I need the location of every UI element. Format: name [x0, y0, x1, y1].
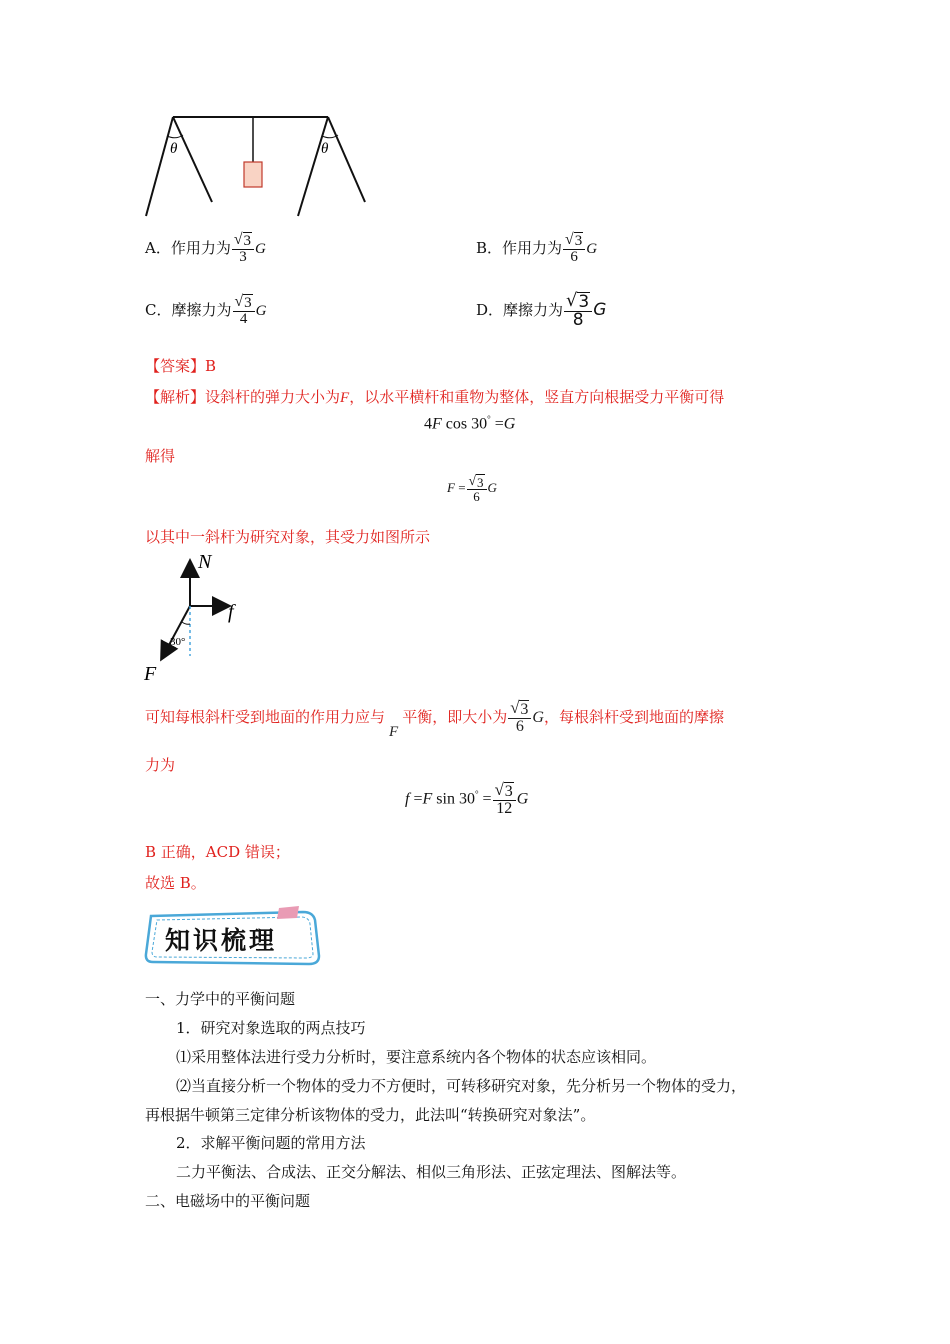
- knowledge-p4: 再根据牛顿第三定律分析该物体的受力，此法叫“转换研究对象法”。: [145, 1106, 596, 1124]
- analysis-line-3: 可知每根斜杆受到地面的作用力应与F平衡，即大小为 √ 3 6 G，每根斜杆受到地面的摩擦: [145, 698, 724, 740]
- section-heading-2: 二、电磁场中的平衡问题: [145, 1192, 311, 1210]
- force-diagram: [140, 548, 250, 688]
- answer-line: [145, 355, 216, 376]
- option-d: D．摩擦力为 √ 3 8 G: [476, 290, 607, 330]
- analysis-line-6: 故选 B。: [145, 874, 206, 892]
- theta-right-label: θ: [321, 141, 329, 157]
- knowledge-p3: ⑵当直接分析一个物体的受力不方便时，可转移研究对象，先分析另一个物体的受力，: [176, 1077, 747, 1095]
- solve-label: 解得: [145, 447, 176, 465]
- knowledge-p1: 1．研究对象选取的两点技巧: [176, 1019, 366, 1037]
- knowledge-banner: [143, 906, 323, 968]
- analysis-line-2: 以其中一斜杆为研究对象，其受力如图所示: [145, 528, 431, 546]
- equation-1: 4F cos 30° =G: [424, 414, 516, 433]
- support-frame-figure: [140, 110, 370, 222]
- option-a: A．作用力为 √ 3 3 G: [145, 231, 266, 265]
- theta-left-label: θ: [170, 141, 178, 157]
- angle-label: 30°: [170, 636, 186, 648]
- normal-force-label: N: [198, 551, 212, 573]
- hanging-block: [244, 162, 262, 187]
- equation-3: f =F sin 30° = √ 3 12 G: [405, 780, 529, 817]
- answer-value: B: [205, 357, 217, 375]
- equation-2: F = √ 3 6 G: [447, 473, 497, 504]
- analysis-line-4: 力为: [145, 756, 176, 774]
- knowledge-p6: 二力平衡法、合成法、正交分解法、相似三角形法、正弦定理法、图解法等。: [176, 1163, 687, 1181]
- analysis-line-5: B 正确，ACD 错误；: [145, 843, 290, 861]
- banner-title: 知识梳理: [165, 926, 278, 955]
- knowledge-p5: 2．求解平衡问题的常用方法: [176, 1134, 366, 1152]
- knowledge-p2: ⑴采用整体法进行受力分析时，要注意系统内各个物体的状态应该相同。: [176, 1048, 657, 1066]
- answer-tag: 【答案】: [145, 357, 206, 375]
- force-F-label: F: [144, 663, 157, 685]
- option-c: C．摩擦力为 √ 3 4 G: [145, 293, 267, 327]
- friction-force-label: f: [228, 601, 234, 623]
- analysis-line-1: 【解析】设斜杆的弹力大小为F，以水平横杆和重物为整体，竖直方向根据受力平衡可得: [145, 388, 725, 406]
- section-heading-1: 一、力学中的平衡问题: [145, 990, 296, 1008]
- option-b: B．作用力为 √ 3 6 G: [476, 231, 598, 265]
